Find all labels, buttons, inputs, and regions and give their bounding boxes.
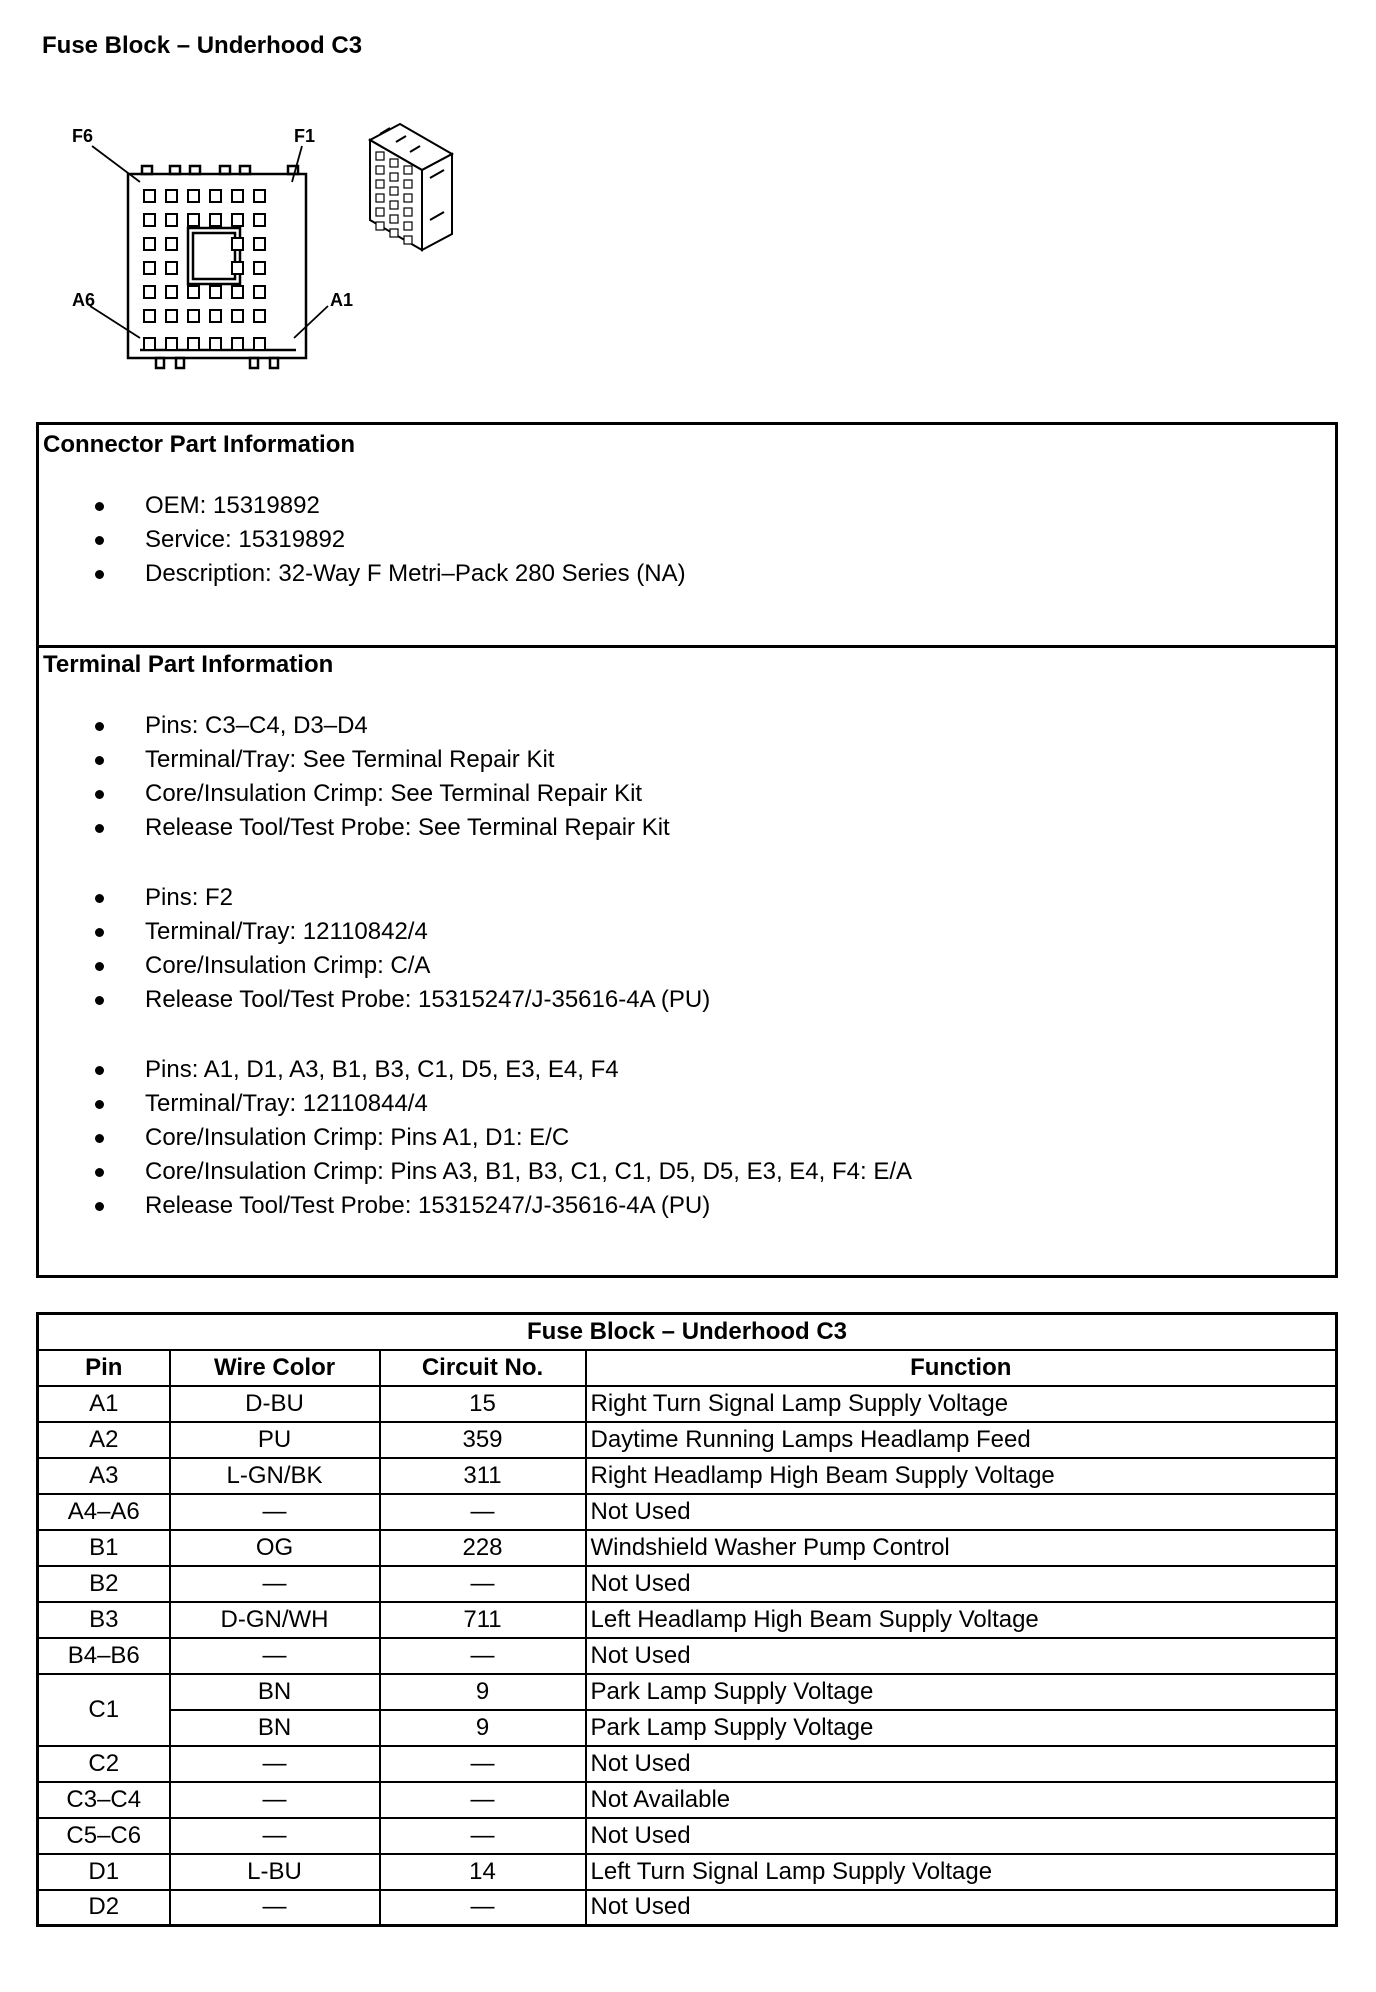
terminal-group-1 xyxy=(39,709,1335,845)
cell-wire-color: — xyxy=(170,1746,380,1782)
cell-circuit: 359 xyxy=(380,1422,586,1458)
iso-cavity xyxy=(390,173,398,181)
cell-wire-color: OG xyxy=(170,1530,380,1566)
table-row xyxy=(38,1566,1337,1602)
terminal-cavity xyxy=(232,338,243,350)
terminal-cavity xyxy=(254,190,265,202)
list-item-text: Pins: A1, D1, A3, B1, B3, C1, D5, E3, E4, F4 xyxy=(145,1056,619,1083)
terminal-cavity xyxy=(254,310,265,322)
cell-pin: A2 xyxy=(38,1422,170,1458)
terminal-cavity xyxy=(232,214,243,226)
iso-cavity xyxy=(376,166,384,174)
cell-pin: A4–A6 xyxy=(38,1494,170,1530)
list-item xyxy=(39,489,1335,523)
terminal-cavity xyxy=(254,262,265,274)
terminal-cavity xyxy=(144,262,155,274)
cell-function: Left Turn Signal Lamp Supply Voltage xyxy=(586,1854,1337,1890)
iso-cavity xyxy=(390,187,398,195)
list-item-text: Service: 15319892 xyxy=(145,526,346,553)
list-item xyxy=(39,915,1335,949)
cell-pin: C5–C6 xyxy=(38,1818,170,1854)
list-item-text: Terminal/Tray: 12110844/4 xyxy=(145,1090,428,1117)
list-item-text: Release Tool/Test Probe: See Terminal Repair Kit xyxy=(145,814,670,841)
list-item-text: Pins: C3–C4, D3–D4 xyxy=(145,712,368,739)
list-item xyxy=(39,1189,1335,1223)
list-item xyxy=(39,983,1335,1017)
cell-function: Not Used xyxy=(586,1746,1337,1782)
terminal-cavity xyxy=(144,310,155,322)
header-pin: Pin xyxy=(38,1350,170,1386)
cell-wire-color: — xyxy=(170,1818,380,1854)
terminal-cavity xyxy=(232,286,243,298)
table-row xyxy=(38,1746,1337,1782)
list-item-text: Core/Insulation Crimp: See Terminal Repair Kit xyxy=(145,780,643,807)
header-circuit-no: Circuit No. xyxy=(380,1350,586,1386)
cell-pin: A1 xyxy=(38,1386,170,1422)
list-item xyxy=(39,1053,1335,1087)
terminal-cavity xyxy=(254,238,265,250)
table-title: Fuse Block – Underhood C3 xyxy=(38,1314,1337,1350)
terminal-cavity xyxy=(188,338,199,350)
list-item-text: Core/Insulation Crimp: C/A xyxy=(145,952,431,979)
terminal-cavity xyxy=(188,190,199,202)
list-item xyxy=(39,777,1335,811)
iso-cavity xyxy=(404,194,412,202)
terminal-cavity xyxy=(144,190,155,202)
cell-pin: D1 xyxy=(38,1854,170,1890)
cell-circuit: 9 xyxy=(380,1710,586,1746)
table-row xyxy=(38,1530,1337,1566)
iso-cavities xyxy=(376,152,412,244)
cell-pin: B1 xyxy=(38,1530,170,1566)
table-row xyxy=(38,1494,1337,1530)
cell-function: Park Lamp Supply Voltage xyxy=(586,1710,1337,1746)
list-item xyxy=(39,949,1335,983)
cell-pin: A3 xyxy=(38,1458,170,1494)
connector-part-info xyxy=(39,425,1335,648)
terminal-cavity xyxy=(166,238,177,250)
list-item-text: Release Tool/Test Probe: 15315247/J-35616-4A (PU) xyxy=(145,986,711,1013)
terminal-cavity xyxy=(166,190,177,202)
list-item xyxy=(39,709,1335,743)
label-f6: F6 xyxy=(72,126,94,146)
table-row xyxy=(38,1890,1337,1926)
terminal-cavity xyxy=(166,214,177,226)
terminal-cavity xyxy=(144,338,155,350)
iso-cavity xyxy=(376,222,384,230)
cell-wire-color: — xyxy=(170,1782,380,1818)
cell-pin: B2 xyxy=(38,1566,170,1602)
part-information-box xyxy=(36,422,1338,1278)
terminal-cavity xyxy=(166,338,177,350)
cell-circuit: 228 xyxy=(380,1530,586,1566)
cell-wire-color: L-GN/BK xyxy=(170,1458,380,1494)
table-row xyxy=(38,1818,1337,1854)
list-item-text: Release Tool/Test Probe: 15315247/J-35616-4A (PU) xyxy=(145,1192,711,1219)
terminal-cavity xyxy=(254,338,265,350)
iso-cavity xyxy=(404,166,412,174)
cell-function: Left Headlamp High Beam Supply Voltage xyxy=(586,1602,1337,1638)
cell-pin: C1 xyxy=(38,1674,170,1746)
list-item xyxy=(39,1121,1335,1155)
table-row xyxy=(38,1602,1337,1638)
cell-circuit: — xyxy=(380,1890,586,1926)
iso-cavity xyxy=(376,194,384,202)
cell-circuit: — xyxy=(380,1818,586,1854)
cell-function: Not Used xyxy=(586,1890,1337,1926)
iso-cavity xyxy=(390,229,398,237)
terminal-cavity xyxy=(232,310,243,322)
cell-pin: B4–B6 xyxy=(38,1638,170,1674)
cell-circuit: — xyxy=(380,1746,586,1782)
list-item xyxy=(39,743,1335,777)
cell-circuit: 711 xyxy=(380,1602,586,1638)
terminal-cavity xyxy=(188,310,199,322)
iso-cavity xyxy=(376,208,384,216)
cell-pin: B3 xyxy=(38,1602,170,1638)
cell-wire-color: — xyxy=(170,1566,380,1602)
terminal-group-2 xyxy=(39,881,1335,1017)
list-item-text: Core/Insulation Crimp: Pins A1, D1: E/C xyxy=(145,1124,570,1151)
pin-table xyxy=(36,1312,1338,1927)
table-row xyxy=(38,1422,1337,1458)
label-a1: A1 xyxy=(330,290,354,310)
terminal-cavity xyxy=(144,214,155,226)
cell-wire-color: D-GN/WH xyxy=(170,1602,380,1638)
list-item xyxy=(39,523,1335,557)
terminal-cavity xyxy=(210,286,221,298)
terminal-cavity xyxy=(210,338,221,350)
terminal-part-info xyxy=(39,645,1335,1275)
header-wire-color: Wire Color xyxy=(170,1350,380,1386)
table-row xyxy=(38,1854,1337,1890)
iso-cavity xyxy=(376,180,384,188)
iso-cavity xyxy=(376,152,384,160)
terminal-group-3 xyxy=(39,1053,1335,1223)
cell-function: Right Turn Signal Lamp Supply Voltage xyxy=(586,1386,1337,1422)
list-item xyxy=(39,1087,1335,1121)
cell-wire-color: — xyxy=(170,1638,380,1674)
cell-function: Not Used xyxy=(586,1494,1337,1530)
table-row xyxy=(38,1782,1337,1818)
cell-circuit: 14 xyxy=(380,1854,586,1890)
terminal-cavity xyxy=(254,286,265,298)
cell-function: Windshield Washer Pump Control xyxy=(586,1530,1337,1566)
list-item xyxy=(39,881,1335,915)
cell-function: Not Available xyxy=(586,1782,1337,1818)
cell-function: Not Used xyxy=(586,1818,1337,1854)
cell-circuit: — xyxy=(380,1566,586,1602)
list-item xyxy=(39,811,1335,845)
cell-function: Not Used xyxy=(586,1566,1337,1602)
cell-wire-color: L-BU xyxy=(170,1854,380,1890)
table-row xyxy=(38,1458,1337,1494)
cell-wire-color: D-BU xyxy=(170,1386,380,1422)
cell-function: Right Headlamp High Beam Supply Voltage xyxy=(586,1458,1337,1494)
iso-cavity xyxy=(404,236,412,244)
cell-function: Daytime Running Lamps Headlamp Feed xyxy=(586,1422,1337,1458)
cell-circuit: 9 xyxy=(380,1674,586,1710)
terminal-cavity xyxy=(254,214,265,226)
table-row xyxy=(38,1386,1337,1422)
cell-function: Park Lamp Supply Voltage xyxy=(586,1674,1337,1710)
cell-circuit: — xyxy=(380,1782,586,1818)
table-row xyxy=(38,1710,1337,1746)
cell-wire-color: PU xyxy=(170,1422,380,1458)
cell-circuit: 15 xyxy=(380,1386,586,1422)
cell-circuit: — xyxy=(380,1638,586,1674)
cell-pin: C2 xyxy=(38,1746,170,1782)
label-f1: F1 xyxy=(294,126,316,146)
terminal-cavity xyxy=(144,286,155,298)
cell-circuit: — xyxy=(380,1494,586,1530)
list-item-text: Core/Insulation Crimp: Pins A3, B1, B3, C1, C1, D5, D5, E3, E4, F4: E/A xyxy=(145,1158,913,1185)
cell-function: Not Used xyxy=(586,1638,1337,1674)
label-a6: A6 xyxy=(72,290,96,310)
terminal-cavity xyxy=(166,310,177,322)
table-title-row xyxy=(38,1314,1337,1350)
list-item-text: Terminal/Tray: 12110842/4 xyxy=(145,918,428,945)
list-item-text: Pins: F2 xyxy=(145,884,234,911)
table-row xyxy=(38,1674,1337,1710)
connector-info-list xyxy=(39,489,1335,591)
connector-diagram xyxy=(60,110,480,390)
terminal-cavity xyxy=(188,214,199,226)
iso-cavity xyxy=(390,215,398,223)
iso-cavity xyxy=(404,222,412,230)
terminal-cavity xyxy=(188,286,199,298)
terminal-cavity xyxy=(166,262,177,274)
terminal-cavity xyxy=(232,190,243,202)
page-title: Fuse Block – Underhood C3 xyxy=(42,32,363,59)
table-row xyxy=(38,1638,1337,1674)
terminal-cavity xyxy=(210,310,221,322)
table-header-row xyxy=(38,1350,1337,1386)
list-item-text: Description: 32-Way F Metri–Pack 280 Series (NA) xyxy=(145,560,686,587)
terminal-cavity xyxy=(232,262,243,274)
terminal-cavity xyxy=(210,190,221,202)
cell-wire-color: — xyxy=(170,1890,380,1926)
iso-cavity xyxy=(404,208,412,216)
terminal-cavities xyxy=(144,190,265,350)
cell-pin: C3–C4 xyxy=(38,1782,170,1818)
list-item xyxy=(39,557,1335,591)
list-item xyxy=(39,1155,1335,1189)
iso-cavity xyxy=(390,159,398,167)
terminal-cavity xyxy=(232,238,243,250)
terminal-info-heading: Terminal Part Information xyxy=(43,651,334,678)
header-function: Function xyxy=(586,1350,1337,1386)
terminal-cavity xyxy=(144,238,155,250)
iso-cavity xyxy=(404,180,412,188)
terminal-cavity xyxy=(166,286,177,298)
iso-cavity xyxy=(390,201,398,209)
cell-pin: D2 xyxy=(38,1890,170,1926)
list-item-text: OEM: 15319892 xyxy=(145,492,320,519)
terminal-cavity xyxy=(210,214,221,226)
connector-info-heading: Connector Part Information xyxy=(43,431,356,458)
cell-wire-color: — xyxy=(170,1494,380,1530)
cell-wire-color: BN xyxy=(170,1674,380,1710)
list-item-text: Terminal/Tray: See Terminal Repair Kit xyxy=(145,746,555,773)
cell-circuit: 311 xyxy=(380,1458,586,1494)
cell-wire-color: BN xyxy=(170,1710,380,1746)
